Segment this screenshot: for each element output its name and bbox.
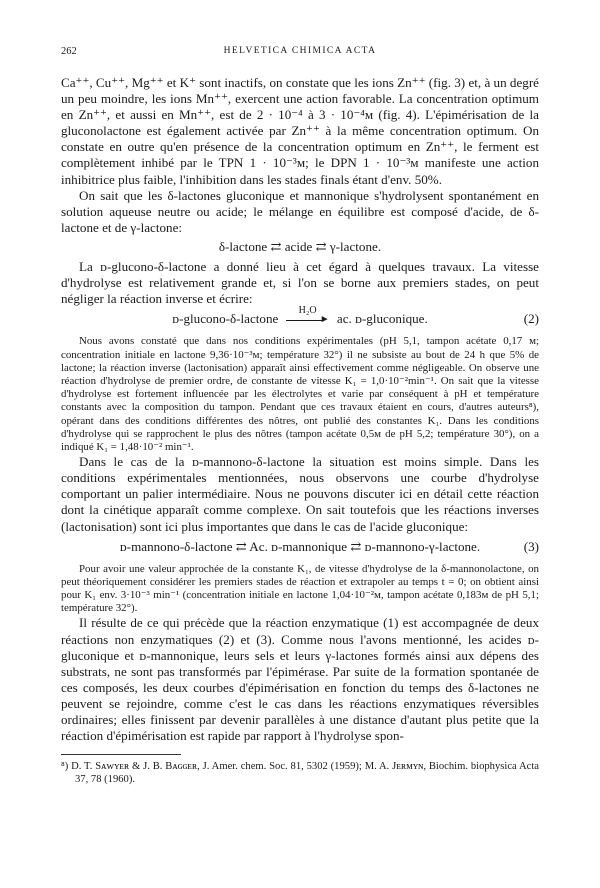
page-number: 262 xyxy=(61,46,77,57)
running-header xyxy=(61,46,539,60)
journal-title: HELVETICA CHIMICA ACTA xyxy=(223,46,377,56)
paragraph-conclusion: Il résulte de ce qui précède que la réaction enzymatique (1) est accompagnée de deux réactions non enzymatiques (2) et (3). Comme nous l'avons mentionné, les acides ᴅ-gluconique et ᴅ-mannonique, leurs sels et leurs γ-lactones formés ainsi aux dépens des substrats, ne sont pas transformés par l'épimérase. Par suite de la formation spontanée de ces composés, les deux courbes d'épimérisation en fonction du temps des δ-lactones ne peuvent se rejoindre, comme c'est le cas dans les réactions enzymatiques réversibles ordinaires; elles finissent par devenir parallèles à une distance d'autant plus petite que la réaction d'épimérisation est rapide par rapport à l'hydrolyse spon- xyxy=(61,615,539,744)
note-mannono-kinetics: Pour avoir une valeur approchée de la constante K₁, de vitesse d'hydrolyse de la δ-mannonolactone, on peut théoriquement considérer les premiers stades de réaction et extrapoler au temps t = 0; on obtient ainsi pour K₁ env. 3·10⁻³ min⁻¹ (concentration initiale en lactone 1,04·10⁻²ᴍ, tampon acétate 0,183ᴍ de pH 5,1; température 32°). xyxy=(61,562,539,615)
footnote-rule xyxy=(61,754,181,755)
arrow-reagent: H₂O xyxy=(298,305,317,317)
reaction-arrow: H₂O ► xyxy=(286,314,330,326)
equation-2-left: ᴅ-glucono-δ-lactone xyxy=(172,311,279,327)
journal-page xyxy=(61,46,539,786)
paragraph-glucono-lactone: La ᴅ-glucono-δ-lactone a donné lieu à cet égard à quelques travaux. La vitesse d'hydrolyse est relativement grande et, si l'on se borne aux premiers stades, on peut négliger la réaction inverse et écrire: xyxy=(61,259,539,307)
equation-equilibrium: δ-lactone ⇄ acide ⇄ γ-lactone. xyxy=(218,238,382,254)
equation-2-number: (2) xyxy=(523,311,539,327)
equation-3-expression: ᴅ-mannono-δ-lactone ⇄ Ac. ᴅ-mannonique ⇄ ᴅ-mannono-γ-lactone. xyxy=(119,538,481,554)
paragraph-lactone-hydrolysis: On sait que les δ-lactones gluconique et mannonique s'hydrolysent spontanément en solution aqueuse neutre ou acide; le mélange en équilibre est composé d'acide, de δ-lactone et de γ-lactone: xyxy=(61,187,539,235)
footnote-8: ⁸) D. T. Sᴀᴡʏᴇʀ & J. B. Bᴀɢɢᴇʀ, J. Amer. chem. Soc. 81, 5302 (1959); M. A. Jᴇʀᴍʏɴ, Biochim. biophysica Acta 37, 78 (1960). xyxy=(61,761,539,786)
paragraph-mannono-lactone: Dans le cas de la ᴅ-mannono-δ-lactone la situation est moins simple. Dans les conditions expérimentales mentionnées, nous observons une courbe d'hydrolyse comportant un palier intermédiaire. Nous ne pouvons discuter ici en détail cette réaction dont la cinétique apparaît comme complexe. On sait toutefois que les réactions inverses (lactonisation) sont ici plus importantes que dans le cas de l'acide gluconique: xyxy=(61,454,539,534)
equation-3-number: (3) xyxy=(523,538,539,554)
paragraph-metal-ions: Ca⁺⁺, Cu⁺⁺, Mg⁺⁺ et K⁺ sont inactifs, on constate que les ions Zn⁺⁺ (fig. 3) et, à un degré un peu moindre, les ions Mn⁺⁺, exercent une action favorable. La concentration optimum en Zn⁺⁺, et aussi en Mn⁺⁺, est de 2 · 10⁻⁴ à 3 · 10⁻⁴ᴍ (fig. 4). L'épimérisation de la gluconolactone est également activée par Zn⁺⁺ à la même concentration optimum. On constate en outre qu'en présence de la concentration optimum en Zn⁺⁺, le ferment est complètement inhibé par le TPN 1 · 10⁻³ᴍ; le DPN 1 · 10⁻³ᴍ manifeste une action inhibitrice plus faible, l'inhibition dans les stades finals étant d'env. 50%. xyxy=(61,75,539,187)
article-body xyxy=(61,75,539,786)
equation-3 xyxy=(61,539,539,557)
note-glucono-kinetics: Nous avons constaté que dans nos conditions expérimentales (pH 5,1, tampon acétate 0,17 ᴍ; concentration initiale en lactone 9,36·10⁻³ᴍ; température 32°) il ne subsiste au bout de 24 h que 5% de lactone; la réaction inverse (lactonisation) apparaît ainsi effectivement comme négligeable. On observe une réaction d'hydrolyse de premier ordre, de constante de vitesse K₁ = 1,0·10⁻²min⁻¹. On sait que la vitesse d'hydrolyse est fortement influencée par les électrolytes et varie par conséquent à pH et température constants avec la composition du tampon. Pendant que ces travaux étaient en cours, d'autres auteurs⁸), opérant dans des conditions différentes des nôtres, ont publié des constantes K₁. Dans les conditions d'hydrolyse qui se rapprochent le plus des nôtres (tampon acétate 0,5ᴍ de pH 5,2; température 30°), on a indiqué K₁ = 1,48·10⁻² min⁻¹. xyxy=(61,335,539,453)
equation-2-right: ac. ᴅ-gluconique. xyxy=(336,311,428,327)
equation-2 xyxy=(61,305,539,329)
